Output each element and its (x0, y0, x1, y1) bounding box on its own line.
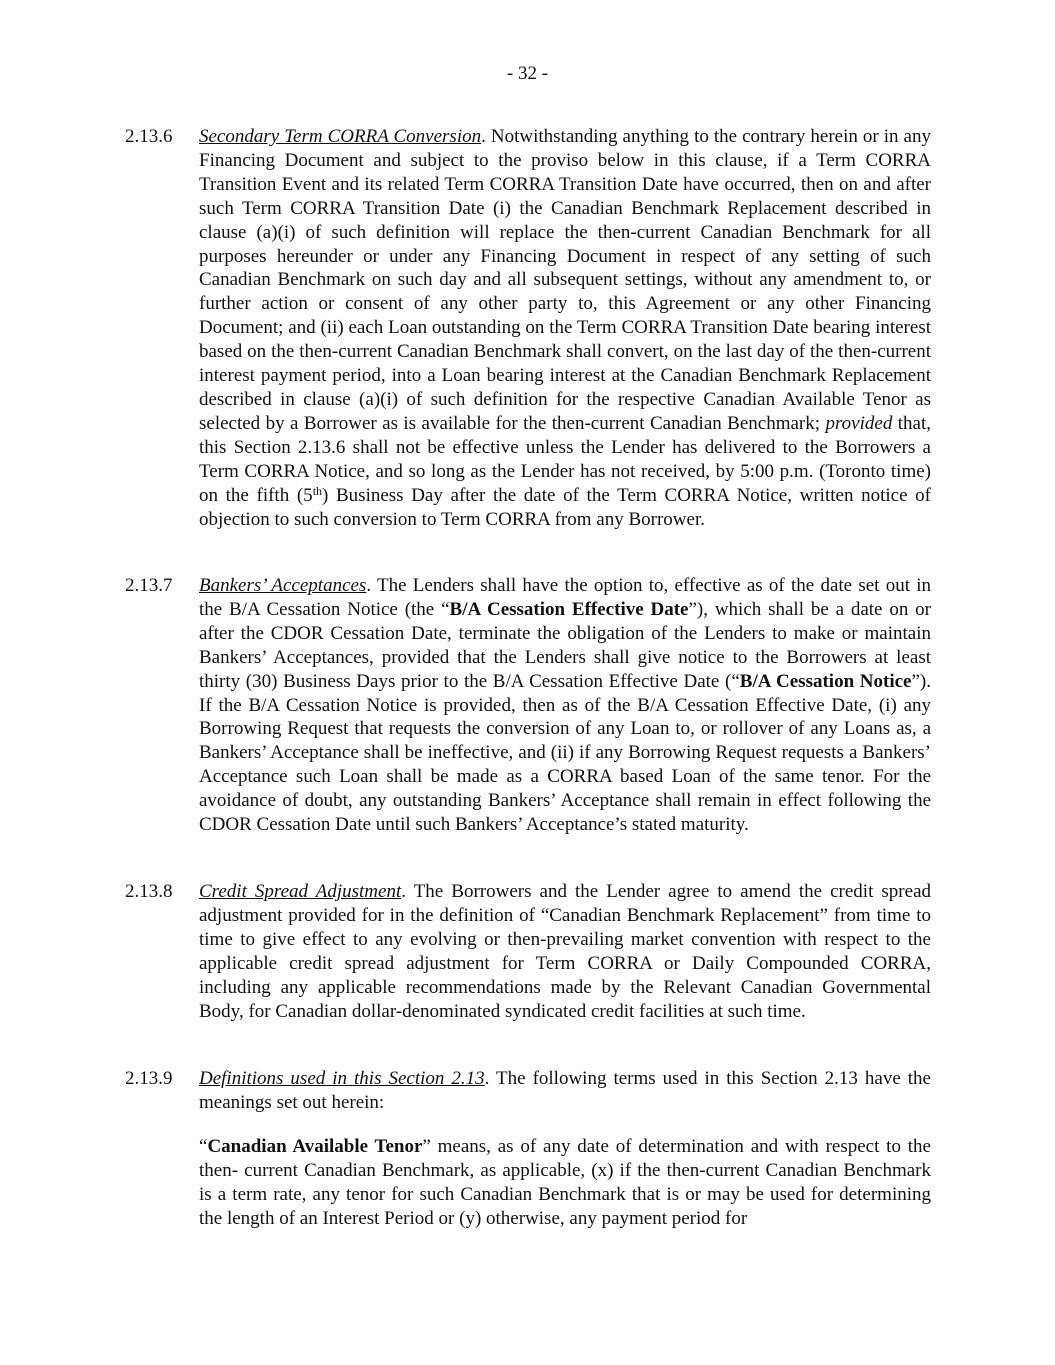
definition-canadian-available-tenor (199, 1135, 931, 1231)
section-text: that, this Section 2.13.6 shall not be effective unless the Lender has delivered to the Borrowers a Term CORRA Notice, and so long as the Lender has not received, by 5:00 p.m. (Toronto time) on the fifth (5 (199, 412, 931, 506)
section-number: 2.13.7 (125, 575, 173, 596)
section-2-13-6 (125, 125, 931, 531)
section-text: ”). If the B/A Cessation Notice is provided, then as of the B/A Cessation Effective Date, (i) any Borrowing Request that requests the conversion of any Loan to, or rollover of any Loans as, a Bankers’ Acceptance shall be ineffective, and (ii) if any Borrowing Request requests a Bankers’ Acceptance such Loan shall be made as a CORRA based Loan of the same tenor. For the avoidance of doubt, any outstanding Bankers’ Acceptance shall remain in effect following the CDOR Cessation Date until such Bankers’ Acceptance’s stated maturity. (199, 670, 931, 836)
section-2-13-7 (125, 574, 931, 837)
defined-term: Canadian Available Tenor (207, 1136, 423, 1157)
section-body (199, 125, 931, 531)
section-body (199, 574, 931, 837)
section-text: . The Borrowers and the Lender agree to amend the credit spread adjustment provided for in the definition of “Canadian Benchmark Replacement” from time to time to give effect to any evolving or then-prevailing market convention with respect to the applicable credit spread adjustment for Term CORRA or Daily Compounded CORRA, including any applicable recommendations made by the Relevant Canadian Governmental Body, for Canadian dollar-denominated syndicated credit facilities at such time. (199, 881, 931, 1022)
open-quote: “ (199, 1136, 208, 1157)
section-number: 2.13.9 (125, 1068, 173, 1089)
section-title: Bankers’ Acceptances (199, 575, 367, 596)
section-text: ”), which shall be a date on or after the CDOR Cessation Date, terminate the obligation of the Lenders to make or maintain Bankers’ Acceptances, provided that the Lenders shall give notice to the Borrowers at least thirty (30) Business Days prior to the B/A Cessation Effective Date (“ (199, 598, 931, 692)
ordinal-superscript: th (312, 483, 323, 498)
section-body (199, 1067, 931, 1115)
section-number: 2.13.8 (125, 881, 173, 902)
page-number: - 32 - (506, 63, 549, 84)
section-title: Definitions used in this Section 2.13 (199, 1068, 485, 1089)
defined-term: B/A Cessation Notice (739, 670, 912, 692)
section-2-13-8 (125, 880, 931, 1023)
defined-term: B/A Cessation Effective Date (449, 598, 689, 620)
section-text: ) Business Day after the date of the Term CORRA Notice, written notice of objection to such conversion to Term CORRA from any Borrower. (199, 484, 931, 530)
section-title: Secondary Term CORRA Conversion (199, 126, 482, 147)
section-title: Credit Spread Adjustment (199, 881, 402, 902)
definition-text: ” means, as of any date of determination and with respect to the then- current Canadian Benchmark, as applicable, (x) if the then-current Canadian Benchmark is a term rate, any tenor for such Canadian Benchmark that is or may be used for determining the length of an Interest Period or (y) otherwise, any payment period for (199, 1136, 931, 1229)
section-2-13-9 (125, 1067, 931, 1115)
section-text: . The Lenders shall have the option to, effective as of the date set out in the B/A Cessation Notice (the “ (199, 575, 931, 620)
italic-term: provided (825, 412, 893, 434)
section-body (199, 880, 931, 1023)
section-number: 2.13.6 (125, 126, 173, 147)
section-text: . The following terms used in this Section 2.13 have the meanings set out herein: (199, 1068, 931, 1113)
section-text: . Notwithstanding anything to the contrary herein or in any Financing Document and subject to the proviso below in this clause, if a Term CORRA Transition Event and its related Term CORRA Transition Date have occurred, then on and after such Term CORRA Transition Date (i) the Canadian Benchmark Replacement described in clause (a)(i) of such definition will replace the then-current Canadian Benchmark for all purposes hereunder or under any Financing Document in respect of any setting of such Canadian Benchmark on such day and all subsequent settings, without any amendment to, or further action or consent of any other party to, this Agreement or any other Financing Document; and (ii) each Loan outstanding on the Term CORRA Transition Date bearing interest based on the then-current Canadian Benchmark shall convert, on the last day of the then-current interest payment period, into a Loan bearing interest at the Canadian Benchmark Replacement described in clause (a)(i) of such definition for the respective Canadian Available Tenor as selected by a Borrower as is available for the then-current Canadian Benchmark; (199, 126, 931, 434)
